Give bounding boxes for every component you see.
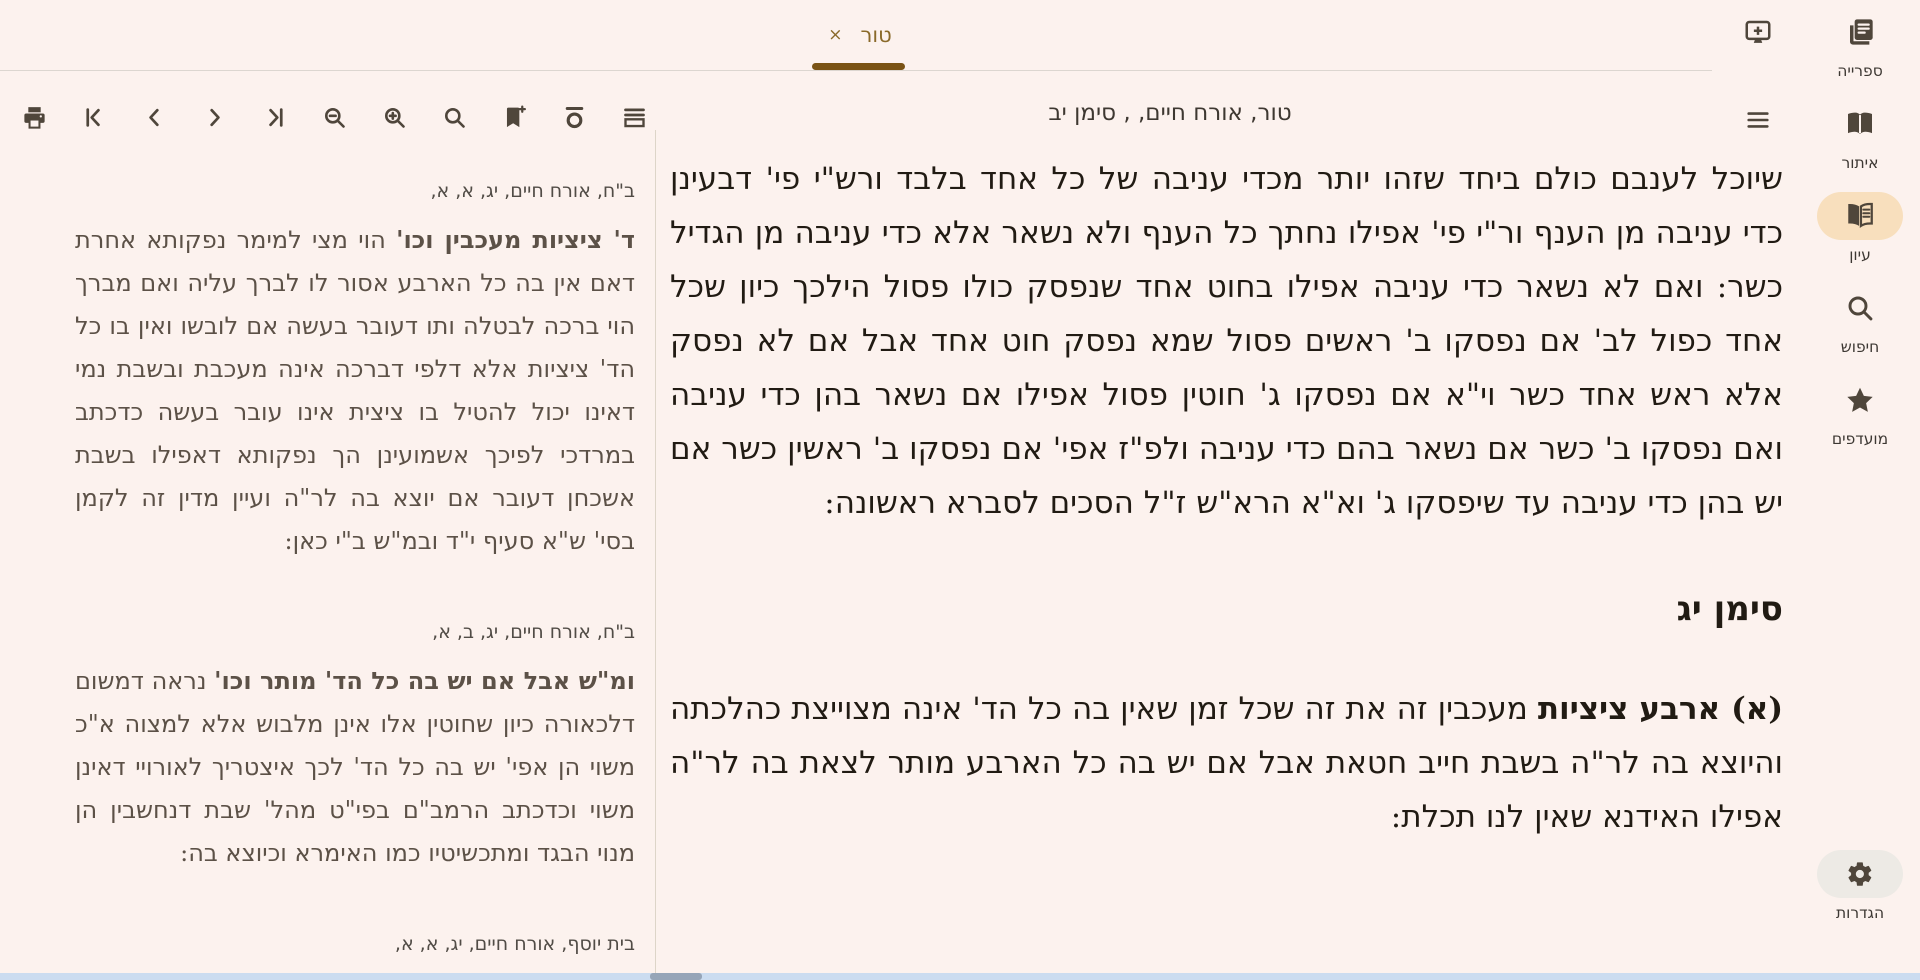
tab-close-icon[interactable]: × bbox=[828, 24, 843, 45]
commentary-source-heading[interactable]: ב"ח, אורח חיים, יג, ב, א, bbox=[432, 621, 635, 643]
commentary-source-heading[interactable]: בית יוסף, אורח חיים, יג, א, א, bbox=[394, 933, 635, 955]
search-in-book-button[interactable] bbox=[432, 97, 476, 137]
sidebar-item-label: איתור bbox=[1841, 154, 1879, 172]
sidebar-item-settings[interactable] bbox=[1817, 850, 1903, 922]
commentary-entry bbox=[75, 933, 635, 955]
pane-divider bbox=[655, 130, 656, 975]
tab-label[interactable]: טור bbox=[860, 23, 892, 47]
favorites-pill bbox=[1817, 376, 1903, 424]
commentary-source-heading[interactable]: ב"ח, אורח חיים, יג, א, א, bbox=[430, 180, 635, 202]
sidebar-item-label: עיון bbox=[1849, 246, 1871, 264]
sidebar-item-label: הגדרות bbox=[1835, 904, 1885, 922]
nav-next-icon bbox=[201, 104, 228, 131]
sidebar-item-label: ספרייה bbox=[1837, 62, 1883, 80]
search-icon bbox=[1844, 292, 1876, 324]
circle-overline-icon bbox=[561, 104, 588, 131]
printer-icon bbox=[21, 104, 48, 131]
tabbar-divider bbox=[0, 70, 1712, 71]
search-icon bbox=[441, 104, 468, 131]
sidebar-item-study[interactable] bbox=[1817, 192, 1903, 264]
nav-first-button[interactable] bbox=[72, 97, 116, 137]
document-location-title[interactable]: טור, אורח חיים, , סימן יב bbox=[1048, 100, 1292, 126]
sidebar-item-favorites[interactable] bbox=[1817, 376, 1903, 448]
window-bottom-edge bbox=[0, 973, 1920, 980]
nav-prev-button[interactable] bbox=[132, 97, 176, 137]
text-layout-button[interactable] bbox=[612, 97, 656, 137]
star-icon bbox=[1844, 384, 1876, 416]
siman-13-heading: סימן יג bbox=[1676, 589, 1783, 629]
print-button[interactable] bbox=[12, 97, 56, 137]
search-pill bbox=[1817, 284, 1903, 332]
commentary-entry bbox=[75, 621, 635, 875]
add-screen-icon bbox=[1743, 17, 1773, 47]
nav-first-icon bbox=[81, 104, 108, 131]
sidebar bbox=[1800, 0, 1920, 980]
bookmark-add-icon bbox=[501, 104, 528, 131]
tab-tur[interactable] bbox=[795, 0, 925, 70]
title-mark-button[interactable] bbox=[552, 97, 596, 137]
study-pill bbox=[1817, 192, 1903, 240]
hamburger-icon bbox=[1744, 106, 1772, 134]
nav-last-button[interactable] bbox=[252, 97, 296, 137]
commentary-text: ד' ציציות מעכבין וכו' הוי מצי למימר נפקותא אחרת דאם אין בה כל הארבע אסור לו לברך עליה ואם מברך הוי ברכה לבטלה ותו דעובר בעשה אם לובשו ואין בו כל הד' ציציות אלא דלפי דברכה אינה מעכבת ובשבת נמי דאינו יכול להטיל בו ציצית אינו עובר בעשה כדכתב במרדכי לפיכך אשמועינן הך נפקותא דאפילו בשבת אשכחן דעובר אם יוצא בה לר"ה ועיין מדין זה לקמן בסי' ש"א סעיף י"ד ובמ"ש ב"י כאן: bbox=[75, 225, 636, 555]
commentary-entry bbox=[75, 180, 635, 563]
commentary-pane bbox=[75, 180, 635, 955]
gear-icon bbox=[1846, 860, 1874, 888]
settings-pill bbox=[1817, 850, 1903, 898]
nav-prev-icon bbox=[141, 104, 168, 131]
reading-book-icon bbox=[1844, 200, 1876, 232]
scrollbar-thumb[interactable] bbox=[650, 973, 702, 980]
sidebar-item-locate[interactable] bbox=[1817, 100, 1903, 172]
pane-menu-button[interactable] bbox=[1736, 98, 1780, 142]
library-pill bbox=[1817, 8, 1903, 56]
text-lines-icon bbox=[621, 104, 648, 131]
sidebar-item-library[interactable] bbox=[1817, 8, 1903, 80]
zoom-out-icon bbox=[321, 104, 348, 131]
zoom-in-button[interactable] bbox=[372, 97, 416, 137]
sidebar-item-label: חיפוש bbox=[1840, 338, 1880, 356]
zoom-out-button[interactable] bbox=[312, 97, 356, 137]
commentary-text: ומ"ש אבל אם יש בה כל הד' מותר וכו' נראה דמשום דלכאורה כיון שחוטין אלו אינן מלבוש אלא למצוה א"כ משוי הן אפי' יש בה כל הד' לכך איצטריך לאורויי דאינן משוי וכדכתב הרמב"ם בפי"ט מהל' שבת דנחשבין הן מנוי הבגד ומתכשיטיו כמו האימרא וכיוצא בה: bbox=[75, 666, 635, 867]
add-screen-button[interactable] bbox=[1736, 10, 1780, 54]
reader-toolbar bbox=[12, 95, 656, 139]
bookmark-add-button[interactable] bbox=[492, 97, 536, 137]
nav-next-button[interactable] bbox=[192, 97, 236, 137]
library-icon bbox=[1844, 16, 1876, 48]
locate-pill bbox=[1817, 100, 1903, 148]
tur-siman-12-paragraph: שיוכל לענבם כולם ביחד שזהו יותר מכדי עניבה של כל אחד בלבד ורש"י פי' דבעינן כדי עניבה מן הענף ור"י פי' אפילו נחתך כל הענף ולא נשאר אלא כדי עניבה מן הגדיל כשר: ואם לא נשאר כדי עניבה אפילו בחוט אחד שנפסק כולו פסול הילכך כיון שכל אחד כפול לב' אם נפסקו ב' ראשים פסול שמא נפסק חוט אחד אבל אם לא נפסק אלא ראש אחד כשר וי"א אם נפסקו ג' חוטין פסול אפילו אם נשאר בהן כדי עניבה ואם נפסקו ב' כשר אם נשאר בהם כדי עניבה ולפ"ז אפי' אם נפסקו ב' ראשין כשר אם יש בהן כדי עניבה עד שיפסקו ג' וא"א הרא"ש ז"ל הסכים לסברא ראשונה: bbox=[670, 161, 1783, 521]
open-book-icon bbox=[1844, 108, 1876, 140]
nav-last-icon bbox=[261, 104, 288, 131]
main-text-pane bbox=[670, 152, 1783, 844]
sidebar-item-label: מועדפים bbox=[1831, 430, 1889, 448]
sidebar-item-search[interactable] bbox=[1817, 284, 1903, 356]
active-tab-indicator bbox=[812, 63, 905, 70]
zoom-in-icon bbox=[381, 104, 408, 131]
tur-siman-13-paragraph: (א) ארבע ציציות מעכבין זה את זה שכל זמן שאין בה כל הד' אינה מצוייצת כהלכתה והיוצא בה לר"ה בשבת חייב חטאת אבל אם יש בה כל הארבע מותר לצאת בה לר"ה אפילו האידנא שאין לנו תכלת: bbox=[670, 691, 1784, 835]
